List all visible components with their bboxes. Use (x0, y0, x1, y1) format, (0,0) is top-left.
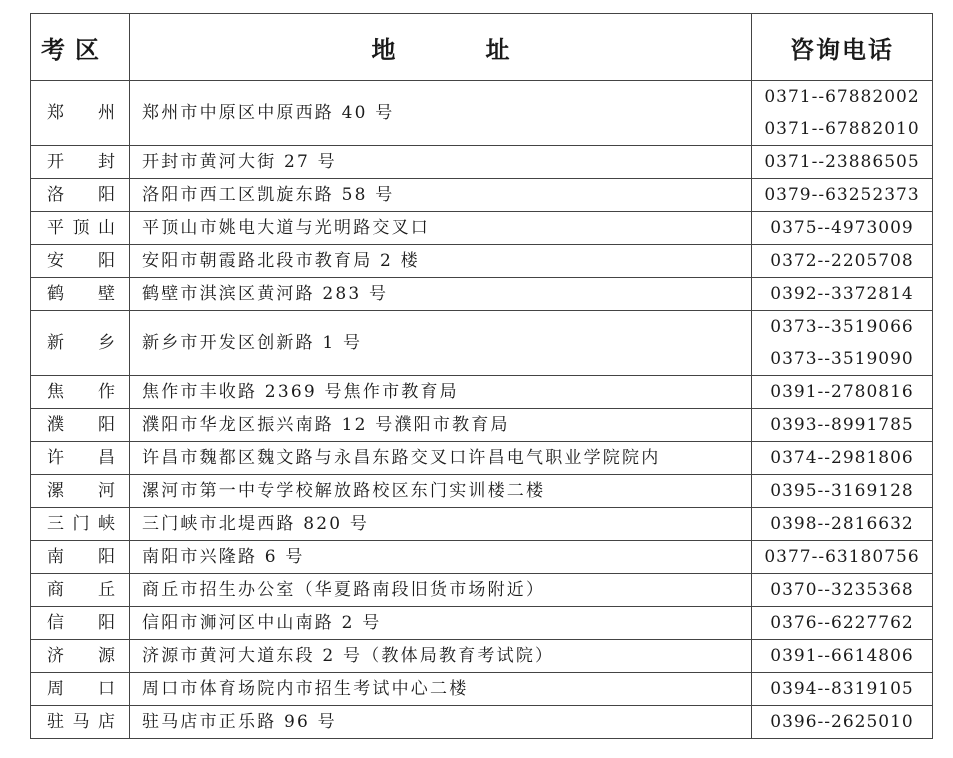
phone-number: 0395--3169128 (770, 481, 914, 501)
phone-number: 0371--67882002 (764, 87, 920, 107)
address-cell: 开封市黄河大街 27 号 (130, 146, 752, 179)
phone-number: 0375--4973009 (770, 218, 914, 238)
region-cell: 新乡 (31, 311, 130, 376)
address-cell: 漯河市第一中专学校解放路校区东门实训楼二楼 (130, 475, 752, 508)
table-row (31, 376, 933, 409)
address-cell: 济源市黄河大道东段 2 号（教体局教育考试院） (130, 640, 752, 673)
phone-number: 0372--2205708 (770, 251, 914, 271)
header-phone: 咨询电话 (752, 14, 933, 81)
phone-number: 0391--2780816 (770, 382, 914, 402)
table-row (31, 179, 933, 212)
table-row (31, 640, 933, 673)
address-cell: 安阳市朝霞路北段市教育局 2 楼 (130, 245, 752, 278)
phone-number: 0393--8991785 (770, 415, 914, 435)
phone-number: 0370--3235368 (770, 580, 914, 600)
header-address: 地址 (130, 14, 752, 81)
phone-cell (752, 442, 933, 475)
region-cell: 商丘 (31, 574, 130, 607)
address-cell: 商丘市招生办公室（华夏路南段旧货市场附近） (130, 574, 752, 607)
region-cell: 三门峡 (31, 508, 130, 541)
address-cell: 洛阳市西工区凯旋东路 58 号 (130, 179, 752, 212)
table-row (31, 409, 933, 442)
address-cell: 鹤壁市淇滨区黄河路 283 号 (130, 278, 752, 311)
phone-cell (752, 673, 933, 706)
table-row (31, 245, 933, 278)
address-cell: 郑州市中原区中原西路 40 号 (130, 81, 752, 146)
region-cell: 鹤壁 (31, 278, 130, 311)
address-cell: 平顶山市姚电大道与光明路交叉口 (130, 212, 752, 245)
phone-cell (752, 212, 933, 245)
phone-number: 0373--3519090 (770, 349, 914, 369)
address-cell: 信阳市浉河区中山南路 2 号 (130, 607, 752, 640)
table-row (31, 574, 933, 607)
header-region: 考区 (31, 14, 130, 81)
phone-number: 0376--6227762 (770, 613, 914, 633)
phone-cell (752, 245, 933, 278)
table-row (31, 706, 933, 739)
address-cell: 焦作市丰收路 2369 号焦作市教育局 (130, 376, 752, 409)
phone-number: 0374--2981806 (770, 448, 914, 468)
header-row (31, 14, 933, 81)
table-header (31, 14, 933, 81)
region-cell: 焦作 (31, 376, 130, 409)
address-cell: 周口市体育场院内市招生考试中心二楼 (130, 673, 752, 706)
phone-cell (752, 409, 933, 442)
table-row (31, 607, 933, 640)
region-cell: 濮阳 (31, 409, 130, 442)
region-cell: 开封 (31, 146, 130, 179)
region-cell: 安阳 (31, 245, 130, 278)
phone-cell (752, 541, 933, 574)
phone-cell (752, 81, 933, 146)
phone-cell (752, 574, 933, 607)
phone-cell (752, 706, 933, 739)
region-cell: 平顶山 (31, 212, 130, 245)
phone-cell (752, 475, 933, 508)
region-cell: 南阳 (31, 541, 130, 574)
table-row (31, 212, 933, 245)
region-cell: 漯河 (31, 475, 130, 508)
address-cell: 三门峡市北堤西路 820 号 (130, 508, 752, 541)
table-row (31, 81, 933, 146)
table-row (31, 146, 933, 179)
address-cell: 驻马店市正乐路 96 号 (130, 706, 752, 739)
phone-cell (752, 508, 933, 541)
phone-number: 0377--63180756 (764, 547, 920, 567)
phone-cell (752, 146, 933, 179)
address-cell: 濮阳市华龙区振兴南路 12 号濮阳市教育局 (130, 409, 752, 442)
table-row (31, 475, 933, 508)
phone-cell (752, 311, 933, 376)
phone-number: 0373--3519066 (770, 317, 914, 337)
phone-cell (752, 376, 933, 409)
region-cell: 郑州 (31, 81, 130, 146)
phone-cell (752, 640, 933, 673)
region-cell: 洛阳 (31, 179, 130, 212)
phone-cell (752, 607, 933, 640)
table-row (31, 508, 933, 541)
phone-number: 0379--63252373 (764, 185, 920, 205)
table-row (31, 442, 933, 475)
phone-number: 0391--6614806 (770, 646, 914, 666)
address-cell: 许昌市魏都区魏文路与永昌东路交叉口许昌电气职业学院院内 (130, 442, 752, 475)
exam-office-contact-table (30, 13, 933, 739)
address-cell: 南阳市兴隆路 6 号 (130, 541, 752, 574)
address-cell: 新乡市开发区创新路 1 号 (130, 311, 752, 376)
phone-number: 0371--23886505 (764, 152, 920, 172)
region-cell: 驻马店 (31, 706, 130, 739)
phone-number: 0371--67882010 (764, 119, 920, 139)
table-row (31, 311, 933, 376)
region-cell: 周口 (31, 673, 130, 706)
region-cell: 信阳 (31, 607, 130, 640)
phone-cell (752, 179, 933, 212)
region-cell: 许昌 (31, 442, 130, 475)
table-body (31, 81, 933, 739)
phone-cell (752, 278, 933, 311)
table-row (31, 673, 933, 706)
phone-number: 0392--3372814 (770, 284, 914, 304)
phone-number: 0396--2625010 (770, 712, 914, 732)
phone-number: 0398--2816632 (770, 514, 914, 534)
phone-number: 0394--8319105 (770, 679, 914, 699)
table-row (31, 541, 933, 574)
region-cell: 济源 (31, 640, 130, 673)
table-row (31, 278, 933, 311)
